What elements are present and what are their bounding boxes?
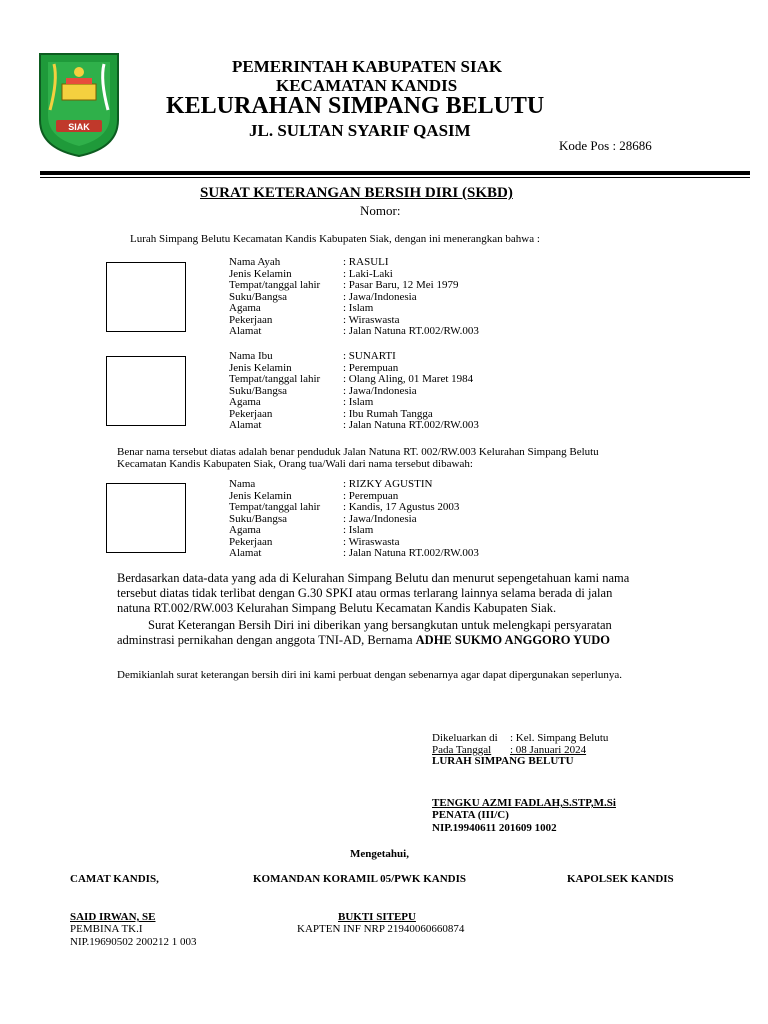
camat-title: CAMAT KANDIS, [70,873,159,885]
issued-date: Pada Tanggal : 08 Januari 2024 [432,744,587,756]
data-row: Tempat/tanggal lahir : Kandis, 17 Agustus 2003 [229,501,460,513]
data-row: Suku/Bangsa : Jawa/Indonesia [229,290,417,303]
data-row: Tempat/tanggal lahir : Olang Aling, 01 Maret 1984 [229,373,474,385]
closing-text: Demikianlah surat keterangan bersih diri ini kami perbuat dengan sebenarnya agar dapat dipergunakan seperlunya. [117,669,622,681]
koramil-rank: KAPTEN INF NRP 21940060660874 [297,923,465,935]
data-row: Jenis Kelamin : Laki-Laki [229,267,393,280]
mid-text-line1: Benar nama tersebut diatas adalah benar penduduk Jalan Natuna RT. 002/RW.003 Kelurahan Simpang Belutu [117,446,599,458]
mid-text-line2: Kecamatan Kandis Kabupaten Siak, Orang tua/Wali dari nama tersebut dibawah: [117,458,473,470]
child-data [229,479,479,560]
siak-regency-emblem [36,50,122,158]
photo-box-child [106,483,186,553]
issuer-rank: PENATA (III/C) [432,809,509,821]
data-row: Agama : Islam [229,396,374,408]
issuer-nip: NIP.19940611 201609 1002 [432,822,557,834]
kode-pos: Kode Pos : 28686 [559,138,652,153]
data-row: Agama : Islam [229,302,374,314]
data-row: Alamat : Jalan Natuna RT.002/RW.003 [229,547,479,559]
letterhead-rule-thick [40,171,750,175]
data-row: Suku/Bangsa : Jawa/Indonesia [229,512,417,525]
data-row: Nama Ibu : SUNARTI [229,350,396,362]
logo-text: SIAK [68,122,90,132]
document-number: Nomor: [360,203,401,218]
father-data [229,257,479,338]
data-row: Pekerjaan : Wiraswasta [229,313,400,326]
letterhead-line2: KECAMATAN KANDIS [276,76,458,95]
data-row: Nama : RIZKY AGUSTIN [229,478,433,490]
document-title: SURAT KETERANGAN BERSIH DIRI (SKBD) [200,185,513,201]
data-row: Jenis Kelamin : Perempuan [229,361,399,374]
mother-data [229,351,479,432]
data-row: Agama : Islam [229,524,374,536]
camat-name: SAID IRWAN, SE [70,911,156,923]
camat-rank: PEMBINA TK.I [70,923,143,935]
data-row: Tempat/tanggal lahir : Pasar Baru, 12 Mei 1979 [229,279,459,291]
data-row: Jenis Kelamin : Perempuan [229,489,399,502]
mengetahui-label: Mengetahui, [350,848,409,860]
statement-paragraph: Berdasarkan data-data yang ada di Kelurahan Simpang Belutu dan menurut sepengetahuan kami nama tersebut diatas tidak terlibat dengan G.30 SPKI atau ormas terlarang lainnya selama berada di jalan natuna RT.002/RW.003 Kelurahan Simpang Belutu Kecamatan Kandis Kabupaten Siak. [117,571,630,615]
koramil-title: KOMANDAN KORAMIL 05/PWK KANDIS [253,873,466,885]
photo-box-mother [106,356,186,426]
purpose-paragraph: Surat Keterangan Bersih Diri ini diberikan yang bersangkutan untuk melengkapi persyaratan adminstrasi pernikahan dengan anggota TNI-AD, Bernama ADHE SUKMO ANGGORO YUDO [117,618,612,647]
data-row: Suku/Bangsa : Jawa/Indonesia [229,384,417,397]
data-row: Alamat : Jalan Natuna RT.002/RW.003 [229,325,479,337]
camat-nip: NIP.19690502 200212 1 003 [70,936,197,948]
letterhead-line1: PEMERINTAH KABUPATEN SIAK [232,57,503,76]
data-row: Pekerjaan : Ibu Rumah Tangga [229,407,433,420]
photo-box-father [106,262,186,332]
issued-at: Dikeluarkan di : Kel. Simpang Belutu [432,732,609,744]
data-row: Nama Ayah : RASULI [229,256,389,268]
letterhead-rule-thin [40,177,750,178]
data-row: Alamat : Jalan Natuna RT.002/RW.003 [229,419,479,431]
issuer-name: TENGKU AZMI FADLAH,S.STP,M.Si [432,797,616,809]
letterhead-line3: KELURAHAN SIMPANG BELUTU [166,93,545,119]
data-row: Pekerjaan : Wiraswasta [229,535,400,548]
letterhead-line4: JL. SULTAN SYARIF QASIM [249,121,471,140]
kapolsek-title: KAPOLSEK KANDIS [567,873,674,885]
koramil-name: BUKTI SITEPU [338,911,416,923]
issuer-office: LURAH SIMPANG BELUTU [432,755,574,767]
intro-text: Lurah Simpang Belutu Kecamatan Kandis Kabupaten Siak, dengan ini menerangkan bahwa : [130,233,540,245]
